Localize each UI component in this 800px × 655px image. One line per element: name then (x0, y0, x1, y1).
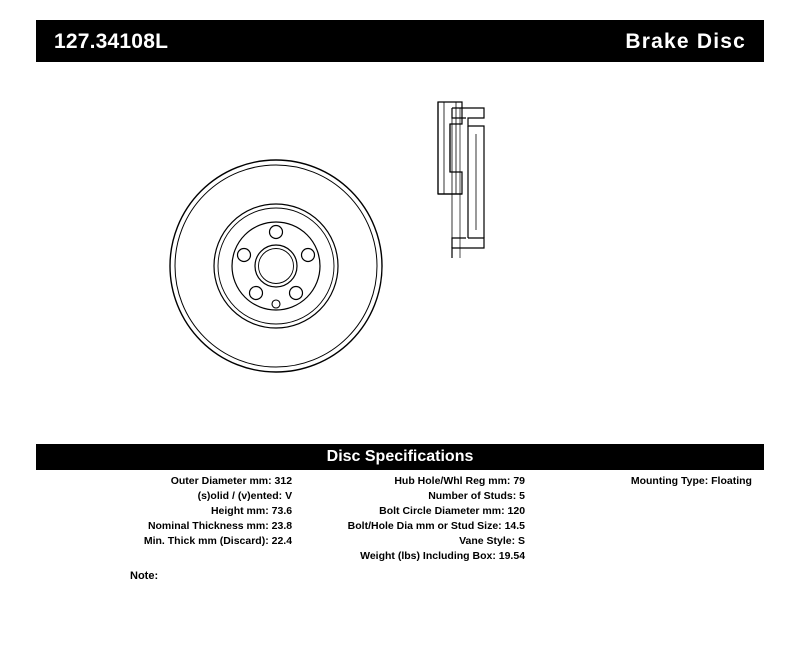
note-section (130, 570, 158, 582)
spec-item: Min. Thick mm (Discard): 22.4 (143, 535, 293, 547)
note-label: Note: (130, 570, 159, 582)
part-number: 127.34108L (54, 29, 169, 53)
spec-item: (s)olid / (v)ented: V (197, 490, 293, 502)
spec-item: Outer Diameter mm: 312 (170, 475, 293, 487)
spec-item: Height mm: 73.6 (210, 505, 293, 517)
specs-title-bar (36, 444, 764, 470)
spec-item: Bolt Circle Diameter mm: 120 (379, 505, 526, 517)
header-bar (36, 20, 764, 62)
rotor-side-profile-detail (444, 100, 508, 260)
spec-item: Hub Hole/Whl Reg mm: 79 (394, 475, 526, 487)
spec-item: Nominal Thickness mm: 23.8 (147, 520, 293, 532)
rotor-front-view (170, 160, 382, 372)
spec-item: Mounting Type: Floating (630, 475, 752, 487)
specs-title: Disc Specifications (326, 448, 474, 465)
specs-column-left (36, 474, 298, 564)
spec-item: Number of Studs: 5 (428, 490, 526, 502)
product-illustration (36, 80, 764, 380)
product-type-label: Brake Disc (625, 29, 746, 53)
spec-item: Bolt/Hole Dia mm or Stud Size: 14.5 (347, 520, 526, 532)
specs-column-middle (298, 474, 531, 564)
spec-item: Weight (lbs) Including Box: 19.54 (360, 550, 526, 562)
specs-table (36, 474, 764, 564)
specs-column-right (531, 474, 764, 564)
spec-item: Vane Style: S (459, 535, 526, 547)
